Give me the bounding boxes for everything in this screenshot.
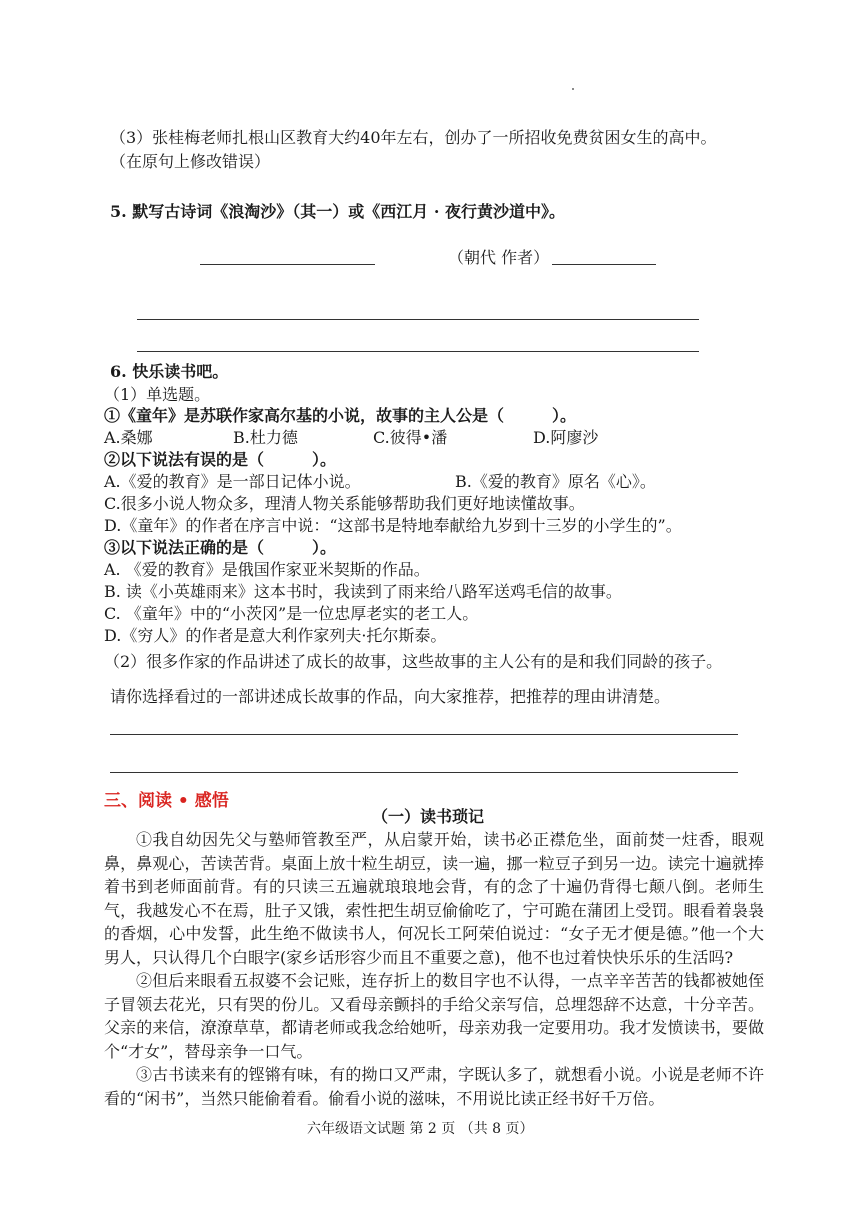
- author-label: （朝代 作者）: [448, 248, 550, 267]
- passage-paragraph-3: ③古书读来有的铿锵有味，有的拗口又严肃，字既认多了，就想看小说。小说是老师不许看的“闲书”，当然只能偷着看。偷看小说的滋味，不用说比读正经书好千万倍。: [104, 1065, 764, 1108]
- reading-passage: [104, 828, 764, 1110]
- q6-sub1: （1）单选题。: [104, 385, 211, 404]
- q6-q3-option-b[interactable]: B. 读《小英雄雨来》这本书时，我读到了雨来给八路军送鸡毛信的故事。: [104, 582, 622, 601]
- q6-q1-option-d[interactable]: D.阿廖沙: [533, 428, 599, 447]
- q6-q3-option-c[interactable]: C. 《童年》中的“小茨冈”是一位忠厚老实的老工人。: [104, 604, 479, 623]
- q6-q2-stem: ②以下说法有误的是（ ）。: [104, 450, 337, 469]
- page-footer: 六年级语文试题 第 2 页 （共 8 页）: [307, 1121, 534, 1137]
- passage-paragraph-1: ①我自幼因先父与塾师管教至严，从启蒙开始，读书必正襟危坐，面前焚一炷香，眼观鼻，鼻观心，苦读苦背。桌面上放十粒生胡豆，读一遍，挪一粒豆子到另一边。读完十遍就捧着书到老师面前背。有的只读三五遍就琅琅地会背，有的念了十遍仍背得七颠八倒。老师生气，我越发心不在焉，肚子又饿，索性把生胡豆偷偷吃了，宁可跪在蒲团上受罚。眼看着袅袅的香烟，心中发誓，此生绝不做读书人，何况长工阿荣伯说过：“女子无才便是德。”他一个大男人，只认得几个白眼字(家乡话形容少而且不重要之意)，他不也过着快快乐乐的生活吗?: [104, 830, 764, 967]
- q6-q1-option-b[interactable]: B.杜力德: [233, 428, 298, 447]
- q6-q1-stem: ①《童年》是苏联作家高尔基的小说，故事的主人公是（ ）。: [104, 406, 577, 425]
- q6-title: 6. 快乐读书吧。: [110, 362, 229, 381]
- answer-line-recommend-1[interactable]: [110, 734, 738, 735]
- q6-q3-option-a[interactable]: A. 《爱的教育》是俄国作家亚米契斯的作品。: [104, 560, 430, 579]
- scan-speck: [572, 88, 574, 90]
- q6-sub2: （2）很多作家的作品讲述了成长的故事，这些故事的主人公有的是和我们同龄的孩子。: [104, 652, 723, 671]
- q6-q3-option-d[interactable]: D.《穷人》的作者是意大利作家列夫·托尔斯泰。: [104, 626, 447, 645]
- q6-q2-option-c[interactable]: C.很多小说人物众多，理清人物关系能够帮助我们更好地读懂故事。: [104, 494, 585, 513]
- answer-line-poem-2[interactable]: [137, 351, 699, 352]
- q4-item3-note: （在原句上修改错误）: [110, 152, 271, 171]
- q6-q1-option-a[interactable]: A.桑娜: [104, 428, 153, 447]
- answer-line-author[interactable]: [552, 264, 656, 265]
- q6-q2-option-d[interactable]: D.《童年》的作者在序言中说：“这部书是特地奉献给九岁到十三岁的小学生的”。: [104, 516, 682, 535]
- q6-q2-option-b[interactable]: B.《爱的教育》原名《心》。: [455, 472, 656, 491]
- answer-line-poem-1[interactable]: [137, 319, 699, 320]
- reading-subtitle: （一）读书琐记: [372, 807, 485, 826]
- q6-sub2-task: 请你选择看过的一部讲述成长故事的作品，向大家推荐，把推荐的理由讲清楚。: [110, 687, 671, 706]
- section3-heading: 三、阅读 • 感悟: [104, 791, 229, 811]
- q4-item3: （3）张桂梅老师扎根山区教育大约40年左右，创办了一所招收免费贫困女生的高中。: [110, 128, 717, 147]
- q6-q3-stem: ③以下说法正确的是（ ）。: [104, 538, 337, 557]
- q5-title: 5. 默写古诗词《浪淘沙》（其一）或《西江月 · 夜行黄沙道中》。: [110, 202, 565, 221]
- q6-q1-option-c[interactable]: C.彼得•潘: [373, 428, 448, 447]
- passage-paragraph-2: ②但后来眼看五叔婆不会记账，连存折上的数目字也不认得，一点辛辛苦苦的钱都被她侄子冒领去花光，只有哭的份儿。又看母亲颤抖的手给父亲写信，总埋怨辞不达意，十分辛苦。父亲的来信，潦潦草草，都请老师或我念给她听，母亲劝我一定要用功。我才发愤读书，要做个“才女”，替母亲争一口气。: [104, 971, 764, 1061]
- answer-line-poem-title[interactable]: [200, 264, 375, 265]
- answer-line-recommend-2[interactable]: [110, 772, 738, 773]
- q6-q2-option-a[interactable]: A.《爱的教育》是一部日记体小说。: [104, 472, 361, 491]
